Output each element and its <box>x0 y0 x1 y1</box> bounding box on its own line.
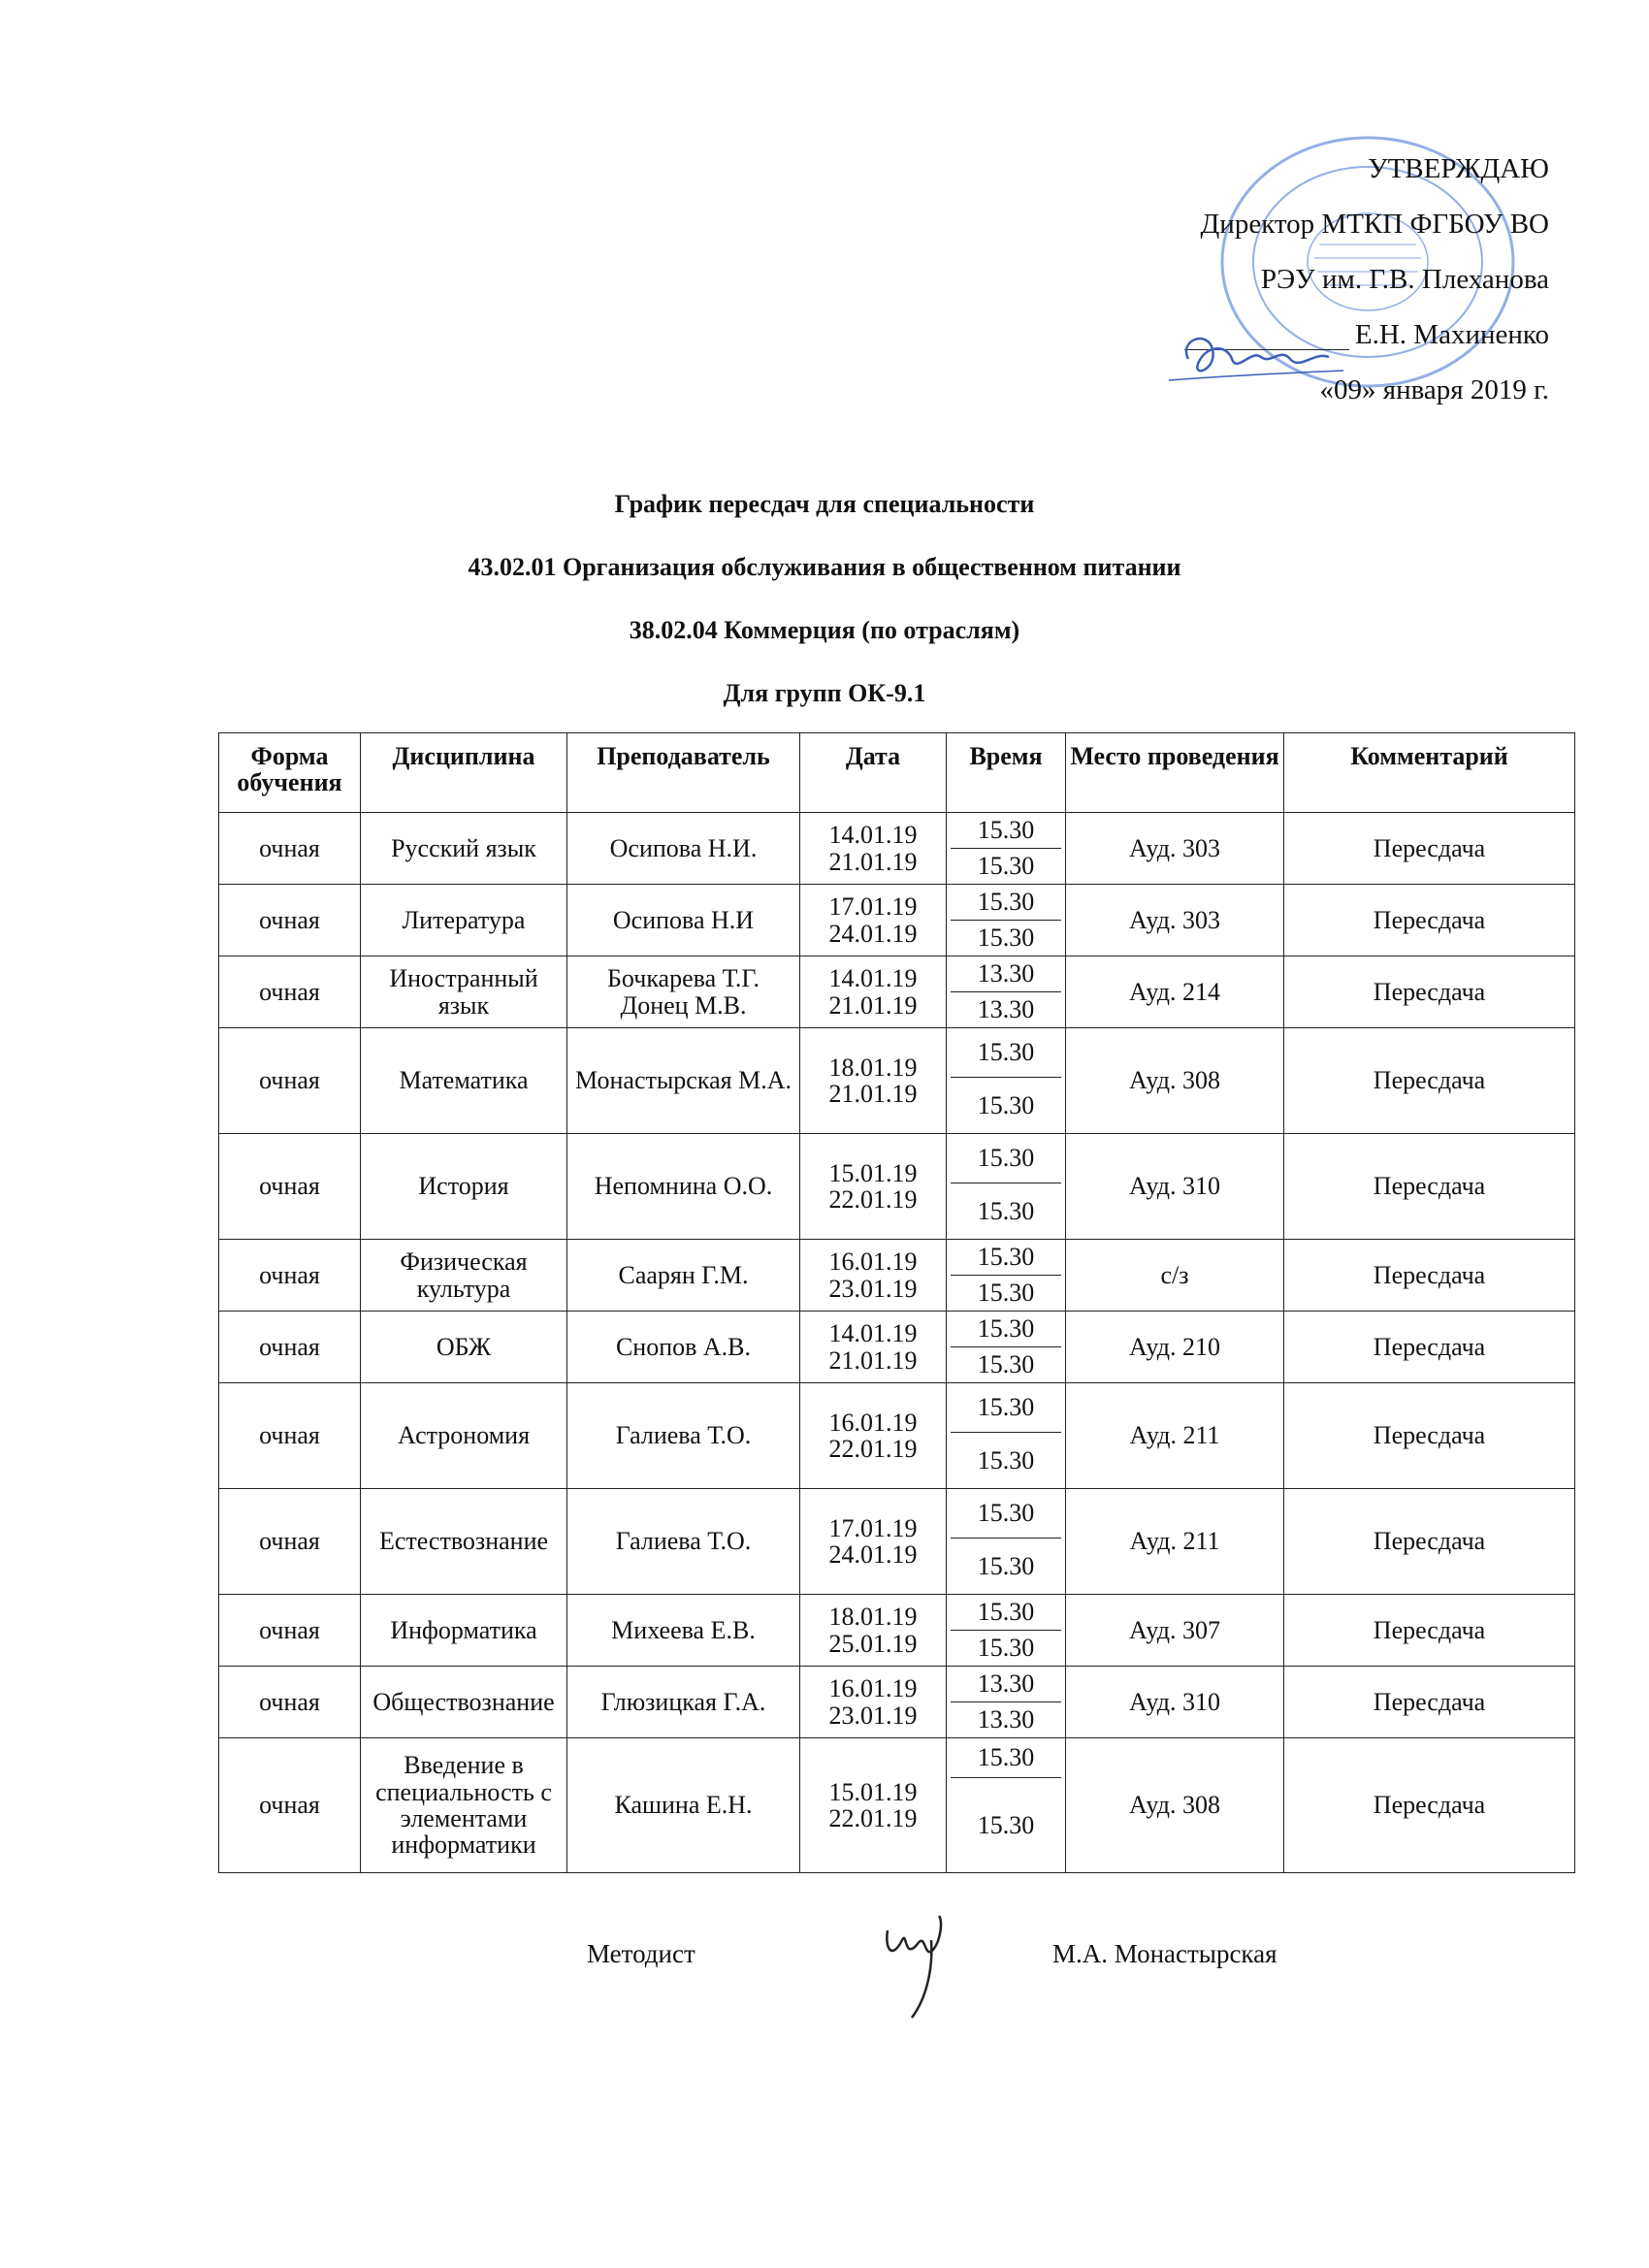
cell-dates <box>800 1489 947 1595</box>
header-place: Место проведения <box>1066 733 1284 813</box>
cell-time-1: 15.30 <box>951 1240 1061 1276</box>
cell-teacher: Монастырская М.А. <box>567 1028 800 1134</box>
cell-form: очная <box>219 956 361 1028</box>
cell-dates <box>800 1667 947 1738</box>
cell-date-2: 21.01.19 <box>828 1080 918 1108</box>
cell-place: Ауд. 210 <box>1066 1312 1284 1383</box>
cell-teacher: Непомнина О.О. <box>567 1134 800 1240</box>
heading-line-4: Для групп ОК-9.1 <box>723 679 926 707</box>
cell-place: Ауд. 307 <box>1066 1595 1284 1667</box>
cell-discipline: История <box>361 1134 567 1240</box>
cell-form: очная <box>219 1134 361 1240</box>
table-row <box>219 956 1575 1028</box>
cell-teacher: Саарян Г.М. <box>567 1240 800 1312</box>
cell-times <box>947 1312 1066 1383</box>
cell-times <box>947 1489 1066 1595</box>
cell-discipline: Иностранный язык <box>361 956 567 1028</box>
cell-time-2: 15.30 <box>977 1445 1035 1474</box>
cell-dates <box>800 1312 947 1383</box>
cell-discipline: Введение в специальность с элементами информатики <box>361 1738 567 1873</box>
cell-place: Ауд. 308 <box>1066 1028 1284 1134</box>
cell-discipline: Обществознание <box>361 1667 567 1738</box>
cell-date-1: 14.01.19 <box>828 821 918 850</box>
approval-institution: РЭУ им. Г.В. Плеханова <box>1260 264 1549 296</box>
cell-time-2: 15.30 <box>977 852 1035 881</box>
cell-time-2: 13.30 <box>977 1705 1035 1734</box>
signature-icon <box>873 1901 980 2027</box>
table-row <box>219 1028 1575 1134</box>
cell-discipline: Естествознание <box>361 1489 567 1595</box>
cell-time-1: 15.30 <box>951 1134 1061 1183</box>
cell-discipline: Информатика <box>361 1595 567 1667</box>
cell-time-2: 13.30 <box>977 995 1035 1024</box>
cell-times <box>947 1667 1066 1738</box>
cell-teacher: Осипова Н.И <box>567 885 800 956</box>
cell-form: очная <box>219 1383 361 1489</box>
cell-date-2: 21.01.19 <box>828 990 918 1020</box>
approval-signatory: Е.Н. Махиненко <box>1354 319 1549 351</box>
cell-times <box>947 1134 1066 1240</box>
cell-teacher: Осипова Н.И. <box>567 813 800 885</box>
cell-date-1: 15.01.19 <box>828 1777 918 1806</box>
cell-times <box>947 1240 1066 1312</box>
cell-time-1: 15.30 <box>951 1028 1061 1078</box>
cell-time-2: 15.30 <box>977 1551 1035 1580</box>
cell-comment: Пересдача <box>1284 1595 1575 1667</box>
cell-place: Ауд. 214 <box>1066 956 1284 1028</box>
cell-place: Ауд. 310 <box>1066 1134 1284 1240</box>
cell-date-1: 16.01.19 <box>828 1408 918 1437</box>
schedule-table <box>218 732 1575 1873</box>
cell-time-2: 15.30 <box>977 1634 1035 1663</box>
cell-time-1: 15.30 <box>951 1738 1061 1778</box>
cell-comment: Пересдача <box>1284 1489 1575 1595</box>
cell-time-1: 13.30 <box>951 956 1061 992</box>
cell-date-2: 22.01.19 <box>828 1435 918 1463</box>
cell-times <box>947 813 1066 885</box>
cell-place: Ауд. 308 <box>1066 1738 1284 1873</box>
cell-time-2: 15.30 <box>977 1279 1035 1308</box>
cell-date-1: 15.01.19 <box>828 1158 918 1187</box>
cell-discipline: Астрономия <box>361 1383 567 1489</box>
cell-times <box>947 885 1066 956</box>
cell-time-2: 15.30 <box>977 1810 1035 1839</box>
cell-discipline: Математика <box>361 1028 567 1134</box>
cell-date-2: 21.01.19 <box>828 1345 918 1375</box>
table-row <box>219 813 1575 885</box>
table-row <box>219 885 1575 956</box>
cell-form: очная <box>219 813 361 885</box>
approval-title: УТВЕРЖДАЮ <box>1368 153 1549 185</box>
cell-form: очная <box>219 1028 361 1134</box>
cell-teacher: Галиева Т.О. <box>567 1383 800 1489</box>
table-row <box>219 1738 1575 1873</box>
cell-teacher: Галиева Т.О. <box>567 1489 800 1595</box>
cell-date-2: 23.01.19 <box>828 1701 918 1730</box>
cell-dates <box>800 1383 947 1489</box>
document-heading <box>0 490 1649 742</box>
cell-times <box>947 1383 1066 1489</box>
header-date: Дата <box>800 733 947 813</box>
cell-times <box>947 956 1066 1028</box>
header-teacher: Преподаватель <box>567 733 800 813</box>
cell-comment: Пересдача <box>1284 1240 1575 1312</box>
cell-discipline: Русский язык <box>361 813 567 885</box>
cell-time-2: 15.30 <box>977 1196 1035 1225</box>
cell-discipline: ОБЖ <box>361 1312 567 1383</box>
cell-comment: Пересдача <box>1284 885 1575 956</box>
cell-time-1: 15.30 <box>951 1489 1061 1539</box>
cell-time-2: 15.30 <box>977 1090 1035 1119</box>
cell-date-1: 14.01.19 <box>828 1319 918 1348</box>
cell-dates <box>800 956 947 1028</box>
cell-teacher: Михеева Е.В. <box>567 1595 800 1667</box>
cell-form: очная <box>219 1595 361 1667</box>
cell-time-1: 15.30 <box>951 813 1061 849</box>
cell-comment: Пересдача <box>1284 1028 1575 1134</box>
cell-comment: Пересдача <box>1284 956 1575 1028</box>
cell-dates <box>800 885 947 956</box>
cell-time-1: 13.30 <box>951 1667 1061 1702</box>
cell-time-1: 15.30 <box>951 885 1061 921</box>
cell-discipline: Литература <box>361 885 567 956</box>
cell-time-1: 15.30 <box>951 1312 1061 1347</box>
approval-position: Директор МТКП ФГБОУ ВО <box>1200 209 1549 241</box>
heading-line-1: График пересдач для специальности <box>614 490 1035 518</box>
cell-date-2: 22.01.19 <box>828 1804 918 1832</box>
cell-place: Ауд. 303 <box>1066 885 1284 956</box>
signature-icon <box>1159 320 1353 398</box>
heading-line-2: 43.02.01 Организация обслуживания в общественном питании <box>468 553 1181 581</box>
cell-date-1: 18.01.19 <box>828 1603 918 1632</box>
header-discipline: Дисциплина <box>361 733 567 813</box>
cell-dates <box>800 1738 947 1873</box>
cell-dates <box>800 1240 947 1312</box>
approval-date: «09» января 2019 г. <box>1319 374 1549 406</box>
table-row <box>219 1383 1575 1489</box>
header-time: Время <box>947 733 1066 813</box>
cell-form: очная <box>219 1240 361 1312</box>
cell-comment: Пересдача <box>1284 813 1575 885</box>
cell-date-2: 22.01.19 <box>828 1185 918 1214</box>
cell-form: очная <box>219 1738 361 1873</box>
cell-place: с/з <box>1066 1240 1284 1312</box>
cell-comment: Пересдача <box>1284 1667 1575 1738</box>
cell-place: Ауд. 211 <box>1066 1489 1284 1595</box>
cell-comment: Пересдача <box>1284 1312 1575 1383</box>
table-row <box>219 1240 1575 1312</box>
header-comment: Комментарий <box>1284 733 1575 813</box>
cell-times <box>947 1738 1066 1873</box>
cell-date-1: 18.01.19 <box>828 1053 918 1082</box>
cell-teacher: Снопов А.В. <box>567 1312 800 1383</box>
cell-teacher: Бочкарева Т.Г. Донец М.В. <box>567 956 800 1028</box>
cell-comment: Пересдача <box>1284 1738 1575 1873</box>
cell-time-2: 15.30 <box>977 923 1035 953</box>
cell-form: очная <box>219 1489 361 1595</box>
footer-name: М.А. Монастырская <box>1052 1939 1277 1968</box>
cell-place: Ауд. 310 <box>1066 1667 1284 1738</box>
cell-dates <box>800 1028 947 1134</box>
cell-date-2: 24.01.19 <box>828 919 918 948</box>
cell-date-1: 17.01.19 <box>828 892 918 922</box>
table-row <box>219 1134 1575 1240</box>
cell-date-2: 23.01.19 <box>828 1274 918 1303</box>
cell-date-2: 21.01.19 <box>828 847 918 876</box>
cell-form: очная <box>219 885 361 956</box>
cell-comment: Пересдача <box>1284 1134 1575 1240</box>
cell-form: очная <box>219 1667 361 1738</box>
table-row <box>219 1489 1575 1595</box>
cell-teacher: Кашина Е.Н. <box>567 1738 800 1873</box>
cell-form: очная <box>219 1312 361 1383</box>
cell-teacher: Глюзицкая Г.А. <box>567 1667 800 1738</box>
cell-date-2: 25.01.19 <box>828 1629 918 1658</box>
table-row <box>219 1667 1575 1738</box>
cell-date-1: 14.01.19 <box>828 964 918 993</box>
cell-time-1: 15.30 <box>951 1595 1061 1631</box>
cell-time-2: 15.30 <box>977 1350 1035 1379</box>
footer-role: Методист <box>587 1939 695 1968</box>
cell-time-1: 15.30 <box>951 1383 1061 1433</box>
cell-date-1: 16.01.19 <box>828 1247 918 1277</box>
table-header-row <box>219 733 1575 813</box>
cell-date-2: 24.01.19 <box>828 1540 918 1569</box>
table-row <box>219 1312 1575 1383</box>
cell-discipline: Физическая культура <box>361 1240 567 1312</box>
cell-times <box>947 1028 1066 1134</box>
table-row <box>219 1595 1575 1667</box>
cell-times <box>947 1595 1066 1667</box>
cell-date-1: 16.01.19 <box>828 1674 918 1703</box>
cell-dates <box>800 1134 947 1240</box>
cell-place: Ауд. 303 <box>1066 813 1284 885</box>
cell-comment: Пересдача <box>1284 1383 1575 1489</box>
cell-dates <box>800 813 947 885</box>
cell-dates <box>800 1595 947 1667</box>
cell-date-1: 17.01.19 <box>828 1513 918 1542</box>
heading-line-3: 38.02.04 Коммерция (по отраслям) <box>629 616 1020 644</box>
header-form: Форма обучения <box>219 733 361 813</box>
cell-place: Ауд. 211 <box>1066 1383 1284 1489</box>
